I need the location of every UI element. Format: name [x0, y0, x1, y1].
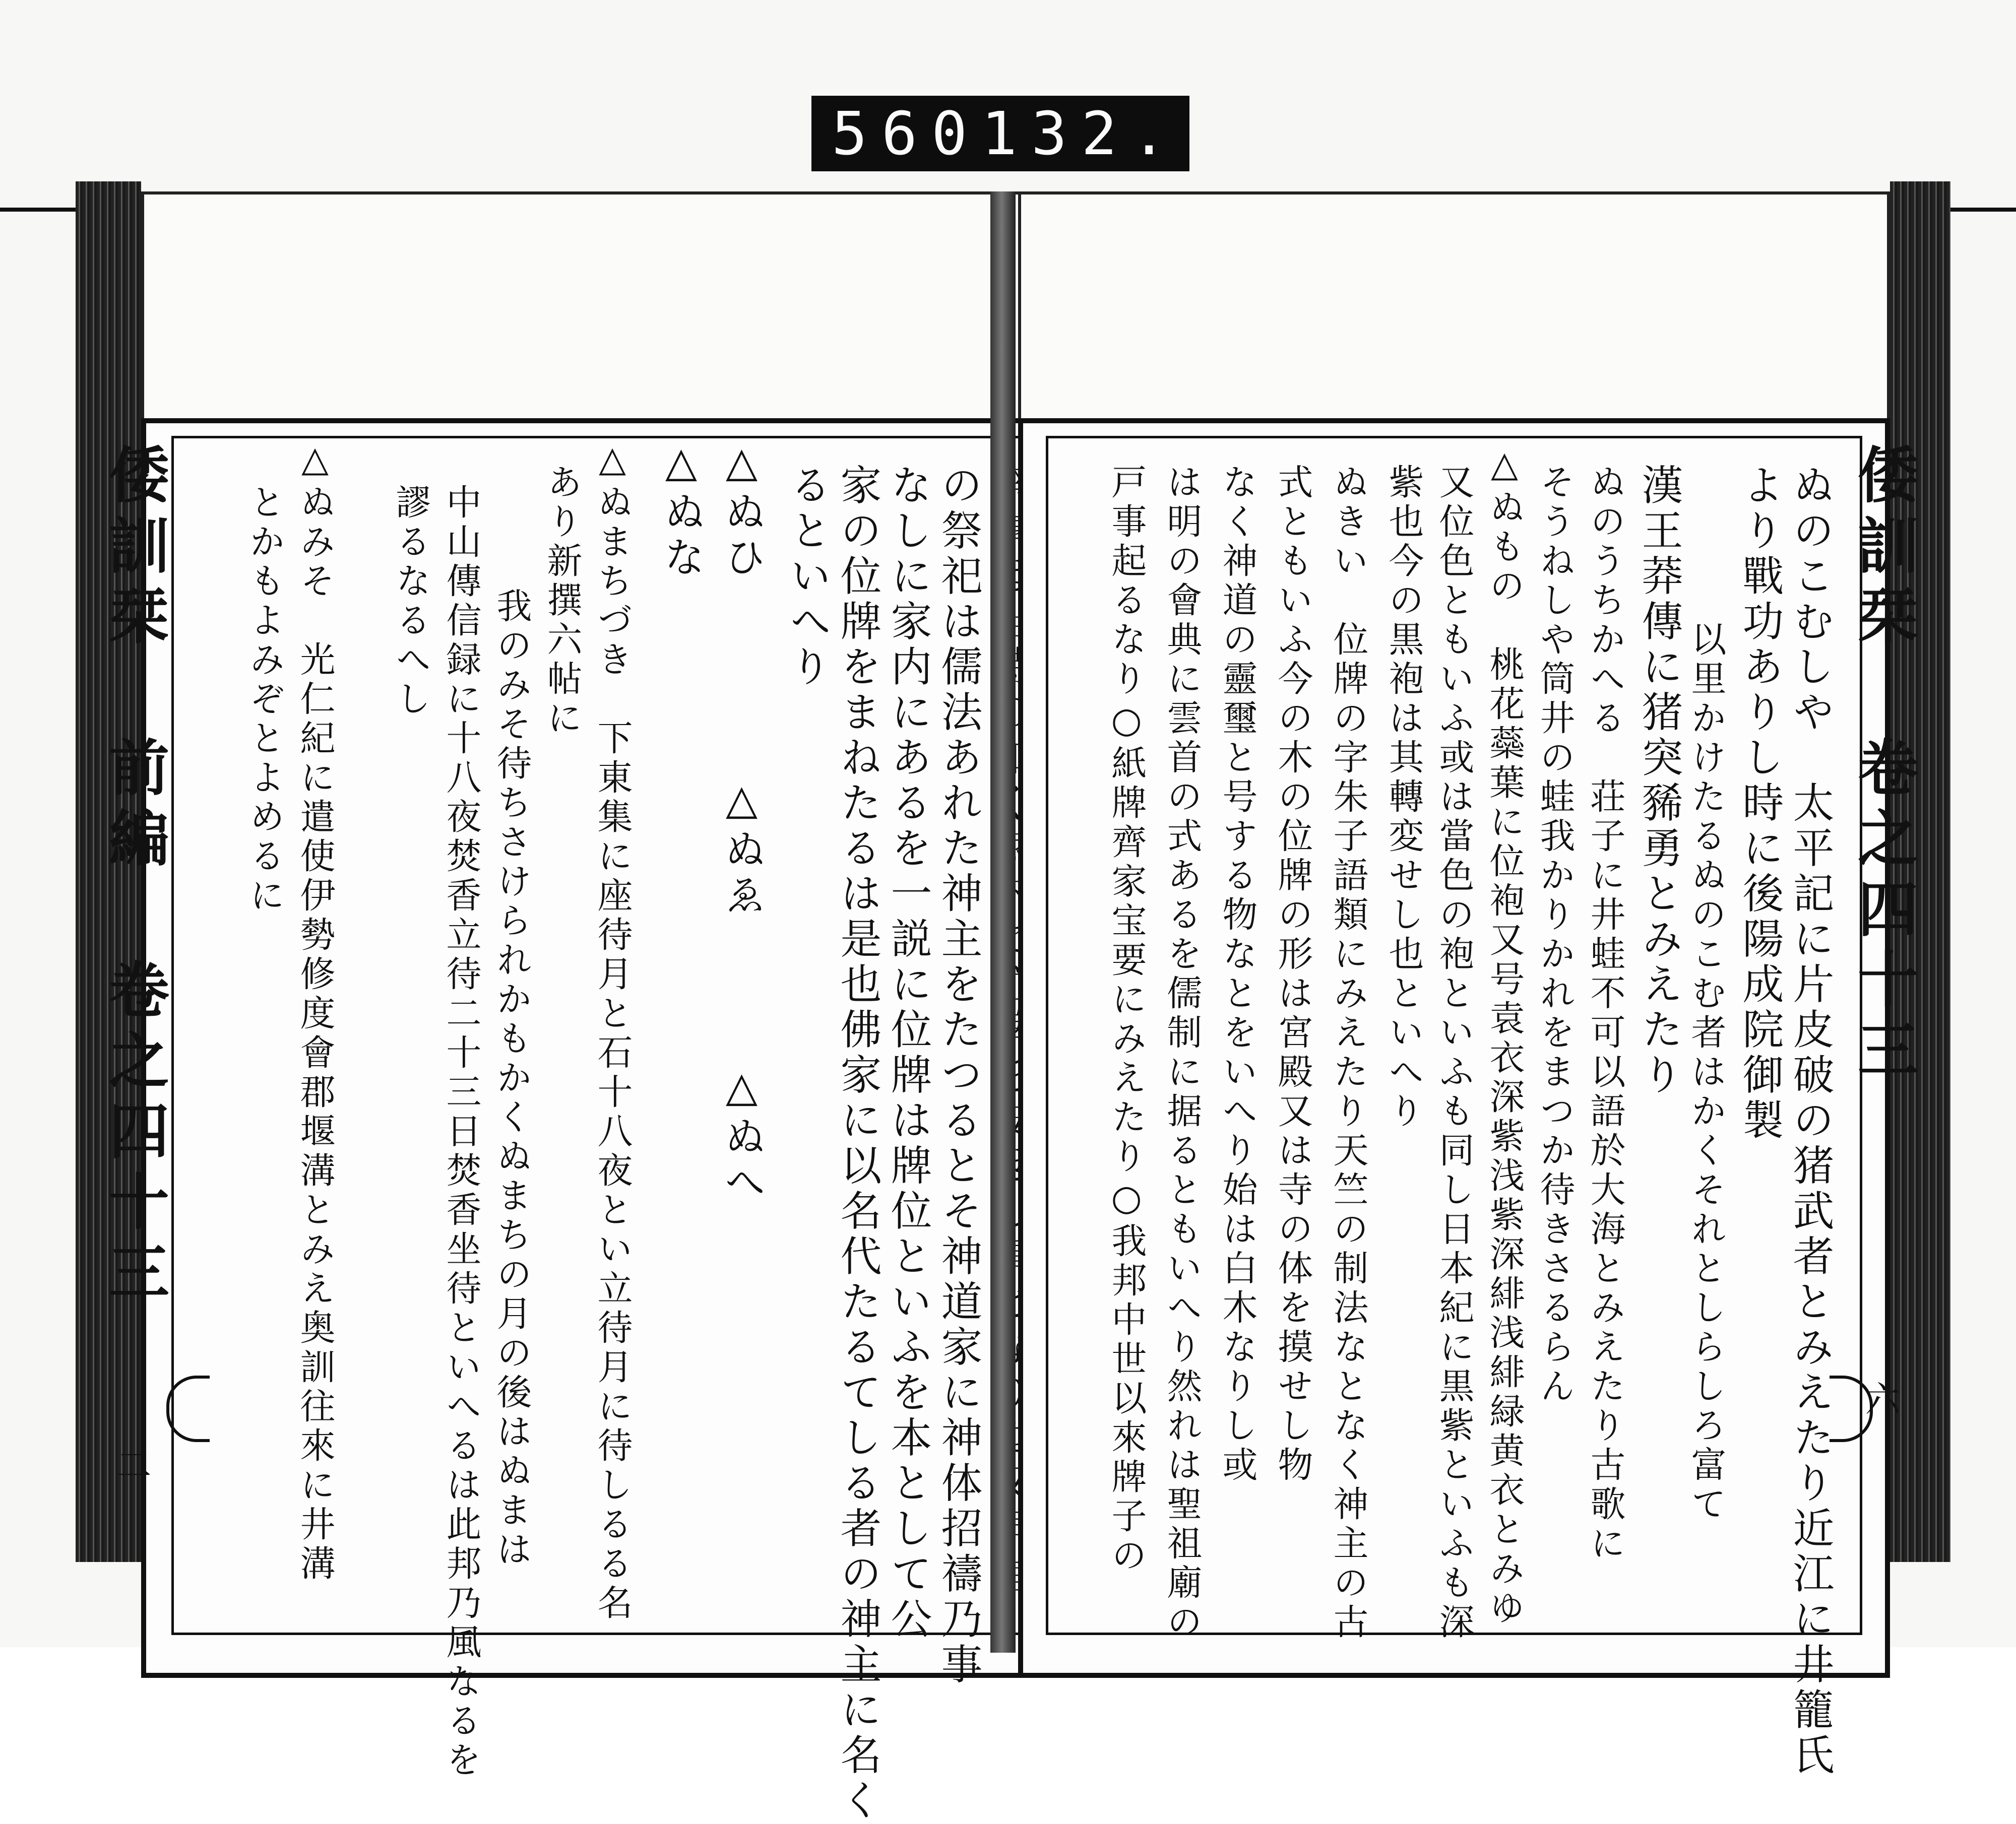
text-column: 式ともいふ今の木の位牌の形は宮殿又は寺の体を摸せし物 [1272, 464, 1313, 1485]
reference-number-strip [811, 96, 1189, 171]
text-column: なしに家内にあるを一説に位牌は牌位といふを本として公 [884, 464, 932, 1643]
text-column: 紫也今の黒袍は其轉変せし也といへり [1383, 464, 1424, 1132]
text-column: ぬきい 位牌の字朱子語類にみえたり天竺の制法なとなく神主の古 [1328, 464, 1369, 1643]
text-column: そうねしや筒井の蛙我かりかれをまつか待きさるらん [1534, 464, 1576, 1407]
text-column: なく神道の靈璽と号する物なとをいへり始は白木なりし或 [1217, 464, 1258, 1485]
left-folio: 二 [110, 1446, 152, 1481]
text-column: △ぬもの 桃花蘂葉に位袍又号袁衣深紫浅紫深緋浅緋緑黄衣とみゆ [1484, 443, 1525, 1628]
text-column: 漢王莽傳に猪突豨勇とみえたり [1635, 464, 1683, 1098]
book-gutter [990, 191, 1016, 1653]
text-column: 謬るなるへし [390, 484, 431, 720]
entry-heading: △ぬゑ [718, 776, 766, 919]
text-column: とかもよみぞとよめるに [244, 484, 285, 916]
text-column: の祭祀は儒法あれた神主をたつるとそ神道家に神体招禱乃事 [934, 464, 982, 1688]
text-column: より戰功ありし時に後陽成院御製 [1736, 464, 1784, 1144]
ref-number-left: 560 [832, 99, 982, 168]
text-column: 戸事起るなり○紙牌齊家宝要にみえたり○我邦中世以來牌子の [1106, 464, 1147, 1576]
entry-heading: △ぬな [657, 438, 705, 581]
text-column: 又位色ともいふ或は當色の袍といふも同し日本紀に黒紫といふも深 [1433, 464, 1475, 1643]
right-upper-margin [1018, 191, 1890, 433]
right-page [1018, 418, 1919, 1779]
entry-heading: △ぬへ [718, 1063, 766, 1206]
text-column: 中山傳信録に十八夜焚香立待二十三日焚香坐待といへるは此邦乃風なるを [440, 484, 482, 1781]
text-column: 以里かけたるぬのこむ者はかくそれとしらしろ富て [1685, 464, 1727, 1525]
text-column: るといへり [783, 464, 831, 690]
text-column: 我のみそ待ちさけられかもかくぬまちの月の後はぬまは [491, 509, 532, 1570]
right-header: 倭訓栞 卷之四十三 [1848, 443, 1919, 1089]
text-column: ぬのうちかへる 荘子に井蛙不可以語於大海とみえたり古歌に [1585, 464, 1626, 1564]
text-column: あり新撰六帖に [541, 464, 583, 739]
text-column: △ぬみそ 光仁紀に遣使伊勢修度會郡堰溝とみえ奥訓往來に井溝 [294, 438, 336, 1584]
left-page [99, 418, 1058, 1824]
right-folio: 六 [1859, 1381, 1901, 1416]
ref-number-right: 132. [981, 99, 1181, 168]
left-upper-margin [141, 191, 1068, 433]
text-column: は明の會典に雲首の式あるを儒制に据るともいへり然れは聖祖廟の [1161, 464, 1203, 1643]
text-column: △ぬまちづき 下東集に座待月と石十八夜とい立待月に待しるる名 [592, 438, 633, 1623]
text-column: ぬのこむしや 太平記に片皮破の猪武者とみえたり近江に井籠氏 [1786, 464, 1834, 1779]
left-header: 倭訓栞 前編 卷之四十三 [99, 443, 170, 1311]
text-column: 家の位牌をまねたるは是也佛家に以名代たるてしる者の神主に名く [834, 464, 881, 1824]
entry-heading: △ぬひ [718, 438, 766, 581]
